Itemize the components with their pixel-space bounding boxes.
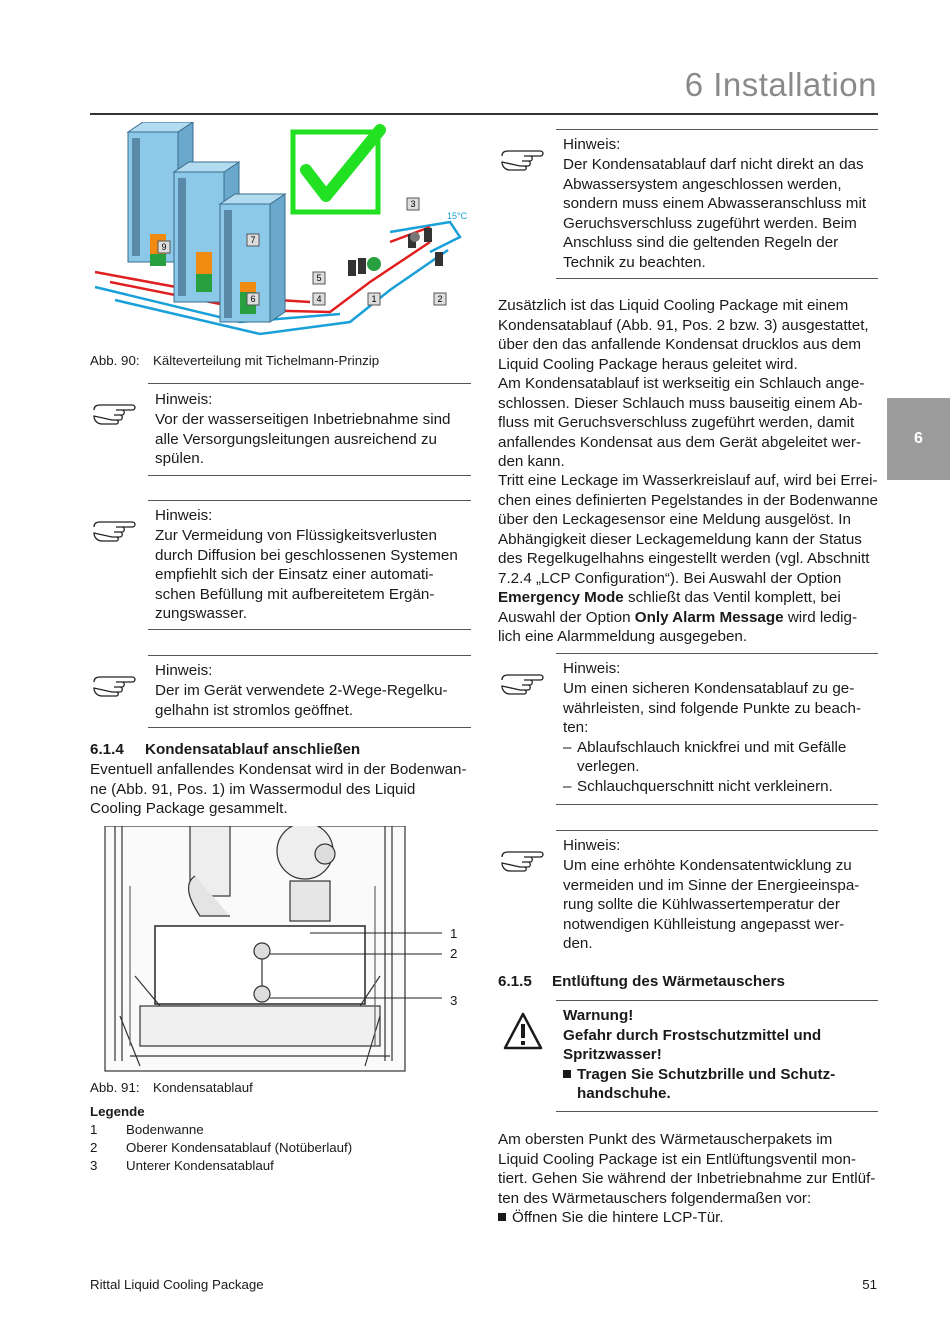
step-open-rear-door: Öffnen Sie die hintere LCP-Tür. (512, 1209, 724, 1226)
chapter-tab[interactable] (887, 398, 950, 480)
valves (348, 228, 443, 276)
legend-list (90, 1121, 352, 1175)
section-615-title: Entlüftung des Wärmetauschers (552, 973, 785, 990)
note-text: Der Kondensatablauf darf nicht direkt an das Abwassersystem angeschlossen werden, sondern muss einem Abwasseranschluss mit Geruchsverschluss zugeführt werden. Beim Anschluss sind die geltenden Regeln der Technik zu beachten. (563, 156, 867, 271)
note-text: Zur Vermeidung von Flüssigkeitsverlusten durch Diffusion bei geschlossenen Systemen empfiehlt sich der Einsatz einer automati- schen Befüllung mit aufbereitetem Ergän- zungswasser. (155, 527, 458, 622)
note-dash-item: – Schlauchquerschnitt nicht verkleinern. (563, 777, 883, 797)
note-label: Hinweis: (155, 391, 213, 408)
pointing-hand-icon (92, 400, 138, 426)
page-number: 51 (862, 1277, 877, 1292)
pos-6: 6 (250, 294, 256, 304)
figure-91-illustration (100, 826, 472, 1074)
figure-90-caption-text: Kälteverteilung mit Tichelmann-Prinzip (153, 353, 380, 368)
section-614-title: Kondensatablauf anschließen (145, 741, 361, 758)
note-label: Hinweis: (563, 660, 621, 677)
pos-3: 3 (410, 199, 416, 209)
note-dash-item: – Ablaufschlauch knickfrei und mit Gefälle (563, 738, 883, 758)
section-614-body: Eventuell anfallendes Kondensat wird in der Bodenwan- ne (Abb. 91, Pos. 1) im Wassermodul des Liquid Cooling Package gesammelt. (90, 761, 467, 817)
chapter-tab-label: 6 (914, 430, 923, 447)
right-paragraph-4: Am obersten Punkt des Wärmetauscherpakets im Liquid Cooling Package ist ein Entlüftungsventil mon- tiert. Gehen Sie während der Inbetriebnahme zur Entlüf- ten des Wärmetauschers folgendermaßen vor: Öffnen Sie die hintere LCP-Tür. (498, 1131, 876, 1226)
right-paragraph-2: Am Kondensatablauf ist werkseitig ein Schlauch ange- schlossen. Dieser Schlauch muss bauseitig einem Ab- fluss mit Geruchsverschluss zugeführt werden, damit anfallendes Kondensat aus dem Gerät abgeleitet wer- den kann. (498, 375, 865, 470)
pointing-hand-icon (500, 670, 546, 696)
header-rule (90, 113, 878, 115)
right-paragraph-3: Tritt eine Leckage im Wasserkreislauf auf, wird bei Errei- chen eines definierten Pegelstandes in der Bodenwanne über den Leckagesensor eine Meldung ausgelöst. In Abhängigkeit dieser Leckagemeldung kann der Status des Regelkugelhahns eingestellt werden (vgl. Abschnitt 7.2.4 „LCP Configuration“). Bei Auswahl der Option Emergency Mode schließt das Ventil komplett, bei Auswahl der Option Only Alarm Message wird ledig- lich eine Alarmmeldung ausgegeben. (498, 472, 878, 645)
warning-title: Warnung! (563, 1007, 634, 1024)
callout-1: 1 (450, 926, 458, 941)
note-label: Hinweis: (563, 136, 621, 153)
figure-91-caption-text: Kondensatablauf (153, 1080, 253, 1095)
note-label: Hinweis: (155, 662, 213, 679)
right-paragraph-1: Zusätzlich ist das Liquid Cooling Package mit einem Kondensatablauf (Abb. 91, Pos. 2 bzw. 3) ausgestattet, über den das anfallende Kondensat drucklos aus dem Liquid Cooling Package heraus geleitet wird. (498, 297, 869, 373)
pointing-hand-icon (500, 146, 546, 172)
callout-2: 2 (450, 946, 458, 961)
figure-91-caption-number: Abb. 91: (90, 1080, 140, 1095)
pos-7: 7 (250, 235, 256, 245)
option-emergency-mode: Emergency Mode (498, 589, 624, 606)
bullet-square (563, 1070, 571, 1078)
footer-title: Rittal Liquid Cooling Package (90, 1277, 264, 1292)
section-614-number: 6.1.4 (90, 741, 124, 758)
callout-3: 3 (450, 993, 458, 1008)
figure-90-caption-number: Abb. 90: (90, 353, 140, 368)
pos-5: 5 (316, 273, 322, 283)
note-text: Der im Gerät verwendete 2-Wege-Regelku- gelhahn ist stromlos geöffnet. (155, 682, 448, 719)
option-only-alarm-message: Only Alarm Message (634, 608, 784, 626)
legend-item: 2 Oberer Kondensatablauf (Notüberlauf) (90, 1140, 353, 1155)
note-label: Hinweis: (563, 837, 621, 854)
note-label: Hinweis: (155, 507, 213, 524)
pos-2: 2 (437, 294, 443, 304)
pos-9: 9 (161, 242, 167, 252)
bullet-square (498, 1213, 506, 1221)
figure-90-illustration (90, 122, 475, 344)
pos-4: 4 (316, 294, 322, 304)
legend-title: Legende (90, 1104, 145, 1119)
note-text: Um eine erhöhte Kondensatentwicklung zu vermeiden und im Sinne der Energieeinspa- rung sollte die Kühlwassertemperatur der notwendigen Kühlleistung angepasst wer- den. (563, 857, 860, 952)
pointing-hand-icon (92, 672, 138, 698)
pos-1: 1 (371, 294, 377, 304)
pointing-hand-icon (92, 517, 138, 543)
check-icon (293, 130, 380, 212)
temperature-label: 15°C (447, 211, 468, 221)
legend-item: 1 Bodenwanne (90, 1122, 204, 1137)
warning-block: Warnung! Gefahr durch Frostschutzmittel und Spritzwasser! Tragen Sie Schutzbrille und Schutz- handschuhe. (563, 1007, 836, 1102)
warning-triangle-icon (503, 1012, 543, 1050)
note-text: Vor der wasserseitigen Inbetriebnahme sind alle Versorgungsleitungen ausreichend zu spülen. (155, 411, 451, 467)
pointing-hand-icon (500, 847, 546, 873)
legend-item: 3 Unterer Kondensatablauf (90, 1158, 274, 1173)
chapter-title: 6 Installation (684, 66, 877, 103)
note-text: Um einen sicheren Kondensatablauf zu ge- währleisten, sind folgende Punkte zu beach- ten: – Ablaufschlauch knickfrei und mit Gefälle verlegen. – Schlauchquerschnitt nicht verkleinern. (563, 679, 883, 796)
section-615-number: 6.1.5 (498, 973, 532, 990)
